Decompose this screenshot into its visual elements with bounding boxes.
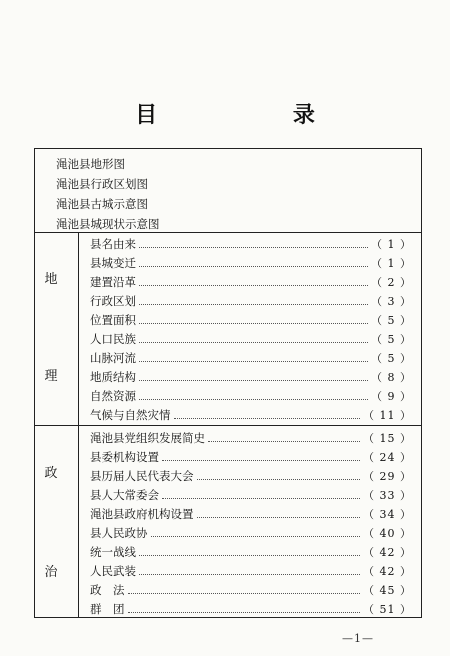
toc-entry[interactable] [90, 290, 412, 309]
toc-geography [90, 233, 412, 423]
leader-dots [139, 573, 360, 575]
leader-dots [197, 478, 361, 480]
toc-entry-page: （ 8 ） [371, 371, 412, 384]
toc-entry-name: 县城变迁 [90, 256, 136, 270]
toc-entry-page: （ 34 ） [363, 508, 412, 521]
toc-entry-name: 县人大常委会 [90, 488, 159, 502]
map-list [56, 154, 160, 234]
toc-entry-page: （ 15 ） [363, 432, 412, 445]
leader-dots [139, 554, 360, 556]
toc-entry-name: 群 团 [90, 602, 125, 616]
leader-dots [139, 265, 368, 267]
toc-entry-page: （ 5 ） [371, 333, 412, 346]
toc-entry-page: （ 29 ） [363, 470, 412, 483]
toc-entry-name: 位置面积 [90, 313, 136, 327]
toc-entry[interactable] [90, 598, 412, 617]
toc-entry-page: （ 5 ） [371, 314, 412, 327]
toc-entry[interactable] [90, 522, 412, 541]
section-label-politics: 政 [44, 466, 58, 481]
toc-entry[interactable] [90, 560, 412, 579]
leader-dots [128, 592, 361, 594]
leader-dots [139, 379, 368, 381]
leader-dots [151, 535, 361, 537]
toc-entry[interactable] [90, 271, 412, 290]
toc-entry-page: （ 42 ） [363, 546, 412, 559]
toc-entry-name: 行政区划 [90, 294, 136, 308]
toc-entry-page: （ 5 ） [371, 352, 412, 365]
map-item[interactable]: 渑池县古城示意图 [56, 197, 148, 211]
toc-entry-name: 建置沿革 [90, 275, 136, 289]
toc-entry-page: （ 1 ） [371, 238, 412, 251]
toc-entry-name: 县委机构设置 [90, 450, 159, 464]
toc-entry[interactable] [90, 328, 412, 347]
leader-dots [139, 398, 368, 400]
column-divider [78, 232, 79, 618]
toc-entry[interactable] [90, 347, 412, 366]
toc-entry-name: 政 法 [90, 583, 125, 597]
leader-dots [174, 417, 361, 419]
toc-entry[interactable] [90, 233, 412, 252]
leader-dots [139, 360, 368, 362]
toc-entry-page: （ 45 ） [363, 584, 412, 597]
toc-entry[interactable] [90, 385, 412, 404]
toc-entry-name: 县人民政协 [90, 526, 148, 540]
toc-entry[interactable] [90, 465, 412, 484]
toc-entry-page: （ 24 ） [363, 451, 412, 464]
map-item[interactable]: 渑池县地形图 [56, 157, 125, 171]
toc-entry-page: （ 51 ） [363, 603, 412, 616]
divider [34, 425, 422, 426]
toc-entry-name: 县历届人民代表大会 [90, 469, 194, 483]
toc-entry-page: （ 11 ） [363, 409, 412, 422]
toc-entry-name: 人口民族 [90, 332, 136, 346]
leader-dots [139, 284, 368, 286]
toc-entry[interactable] [90, 252, 412, 271]
toc-entry-page: （ 42 ） [363, 565, 412, 578]
toc-entry-name: 人民武装 [90, 564, 136, 578]
section-label-geography: 理 [44, 369, 58, 384]
page-number: —1— [342, 632, 374, 645]
toc-entry[interactable] [90, 484, 412, 503]
toc-entry-name: 地质结构 [90, 370, 136, 384]
leader-dots [162, 497, 360, 499]
map-item[interactable]: 渑池县行政区划图 [56, 177, 148, 191]
toc-entry-page: （ 40 ） [363, 527, 412, 540]
toc-entry[interactable] [90, 427, 412, 446]
leader-dots [139, 303, 368, 305]
toc-entry-page: （ 33 ） [363, 489, 412, 502]
toc-entry[interactable] [90, 309, 412, 328]
toc-entry-page: （ 2 ） [371, 276, 412, 289]
section-label-politics: 治 [44, 565, 58, 580]
leader-dots [208, 440, 360, 442]
toc-entry[interactable] [90, 404, 412, 423]
toc-entry[interactable] [90, 579, 412, 598]
leader-dots [128, 611, 361, 613]
toc-entry-name: 山脉河流 [90, 351, 136, 365]
toc-entry-name: 自然资源 [90, 389, 136, 403]
section-label-geography: 地 [44, 272, 58, 287]
leader-dots [139, 341, 368, 343]
toc-politics [90, 427, 412, 617]
toc-entry[interactable] [90, 503, 412, 522]
leader-dots [162, 459, 360, 461]
toc-entry-name: 县名由来 [90, 237, 136, 251]
map-item[interactable]: 渑池县城现状示意图 [56, 217, 160, 231]
leader-dots [197, 516, 361, 518]
page-title: 目 录 [135, 102, 379, 128]
toc-entry[interactable] [90, 366, 412, 385]
toc-entry-page: （ 3 ） [371, 295, 412, 308]
toc-entry-name: 统一战线 [90, 545, 136, 559]
toc-entry[interactable] [90, 446, 412, 465]
toc-entry-page: （ 9 ） [371, 390, 412, 403]
leader-dots [139, 322, 368, 324]
toc-entry[interactable] [90, 541, 412, 560]
toc-entry-name: 渑池县党组织发展简史 [90, 431, 205, 445]
toc-entry-page: （ 1 ） [371, 257, 412, 270]
toc-entry-name: 气候与自然灾情 [90, 408, 171, 422]
toc-entry-name: 渑池县政府机构设置 [90, 507, 194, 521]
leader-dots [139, 246, 368, 248]
